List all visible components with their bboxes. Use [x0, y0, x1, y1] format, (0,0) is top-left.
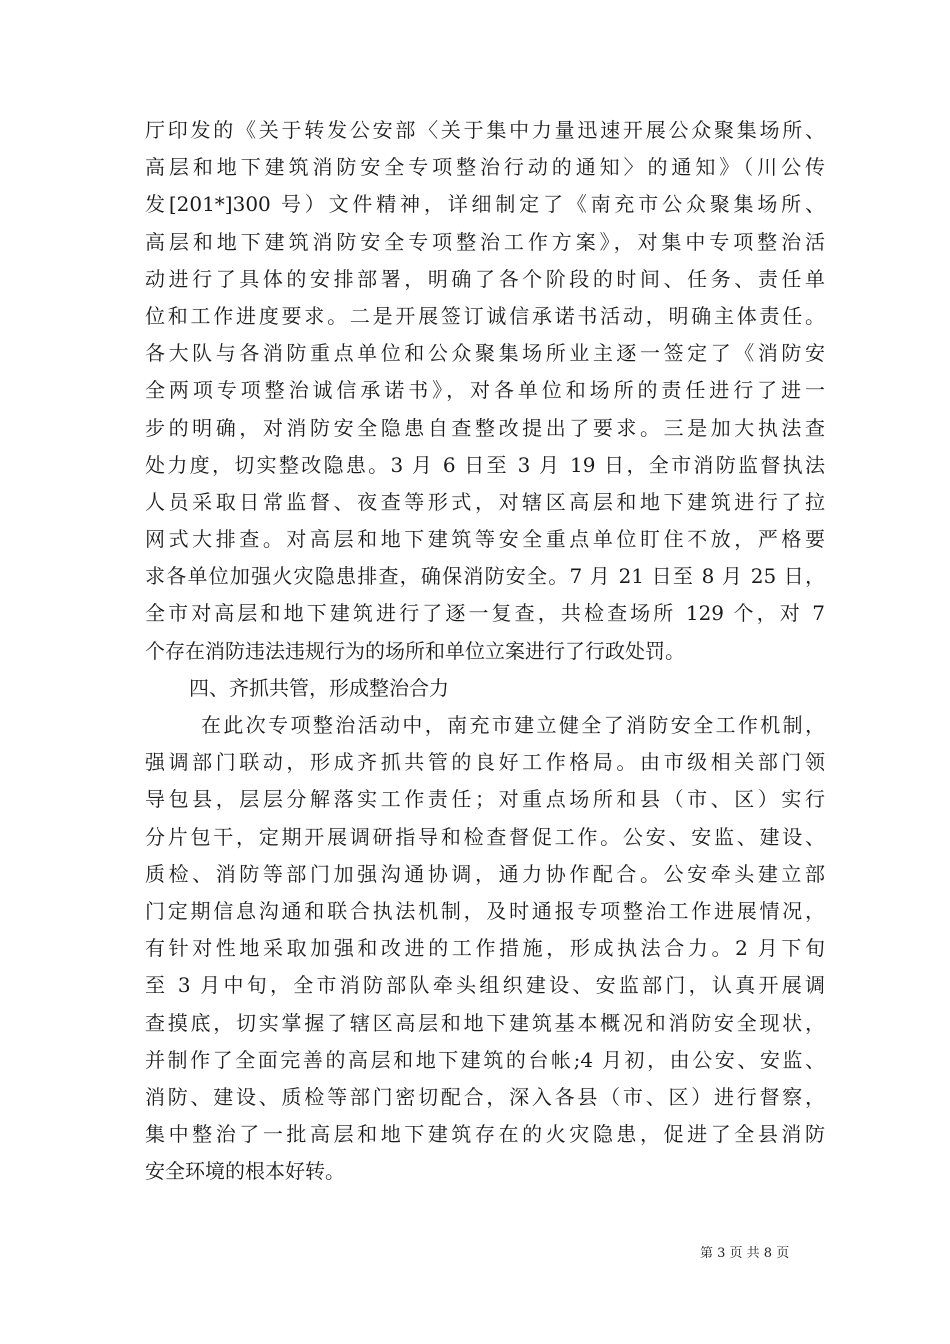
text-line: 至 3 月中旬，全市消防部队牵头组织建设、安监部门，认真开展调 [145, 973, 825, 998]
text-line: 人员采取日常监督、夜查等形式，对辖区高层和地下建筑进行了拉 [145, 489, 825, 514]
text-line: 处力度，切实整改隐患。3 月 6 日至 3 月 19 日，全市消防监督执法 [145, 452, 825, 477]
text-line: 步的明确，对消防安全隐患自查整改提出了要求。三是加大执法查 [145, 415, 825, 440]
text-line: 发[201*]300 号）文件精神，详细制定了《南充市公众聚集场所、 [145, 192, 825, 217]
text-line: 全市对高层和地下建筑进行了逐一复查，共检查场所 129 个，对 7 [145, 601, 825, 626]
text-line: 并制作了全面完善的高层和地下建筑的台帐;4 月初，由公安、安监、 [145, 1047, 825, 1072]
text-line: 导包县，层层分解落实工作责任；对重点场所和县（市、区）实行 [145, 787, 825, 812]
text-line: 门定期信息沟通和联合执法机制，及时通报专项整治工作进展情况， [145, 898, 825, 923]
text-line: 在此次专项整治活动中，南充市建立健全了消防安全工作机制， [201, 713, 825, 737]
section-heading: 四、齐抓共管，形成整治合力 [189, 675, 449, 700]
text-line: 网式大排查。对高层和地下建筑等安全重点单位盯住不放，严格要 [145, 527, 825, 552]
text-line: 消防、建设、质检等部门密切配合，深入各县（市、区）进行督察， [145, 1084, 825, 1109]
text-line: 质检、消防等部门加强沟通协调，通力协作配合。公安牵头建立部 [145, 861, 825, 886]
text-line: 查摸底，切实掌握了辖区高层和地下建筑基本概况和消防安全现状， [145, 1010, 825, 1035]
page-number: 第 3 页 共 8 页 [700, 1246, 790, 1261]
text-line: 个存在消防违法违规行为的场所和单位立案进行了行政处罚。 [145, 638, 685, 663]
text-line: 强调部门联动，形成齐抓共管的良好工作格局。由市级相关部门领 [145, 750, 825, 775]
text-line: 分片包干，定期开展调研指导和检查督促工作。公安、安监、建设、 [145, 824, 825, 849]
text-line: 全两项专项整治诚信承诺书》，对各单位和场所的责任进行了进一 [145, 378, 825, 403]
text-line: 动进行了具体的安排部署，明确了各个阶段的时间、任务、责任单 [145, 266, 825, 291]
text-line: 位和工作进度要求。二是开展签订诚信承诺书活动，明确主体责任。 [145, 303, 825, 328]
text-line: 高层和地下建筑消防安全专项整治行动的通知〉的通知》（川公传 [145, 155, 825, 180]
text-line: 有针对性地采取加强和改进的工作措施，形成执法合力。2 月下旬 [145, 936, 825, 961]
text-line: 求各单位加强火灾隐患排查，确保消防安全。7 月 21 日至 8 月 25 日， [145, 564, 825, 589]
text-line: 厅印发的《关于转发公安部〈关于集中力量迅速开展公众聚集场所、 [145, 118, 825, 142]
text-line: 安全环境的根本好转。 [145, 1159, 345, 1184]
text-line: 高层和地下建筑消防安全专项整治工作方案》，对集中专项整治活 [145, 229, 825, 254]
text-line: 各大队与各消防重点单位和公众聚集场所业主逐一签定了《消防安 [145, 341, 825, 366]
text-line: 集中整治了一批高层和地下建筑存在的火灾隐患，促进了全县消防 [145, 1122, 825, 1147]
document-body [145, 112, 825, 1190]
